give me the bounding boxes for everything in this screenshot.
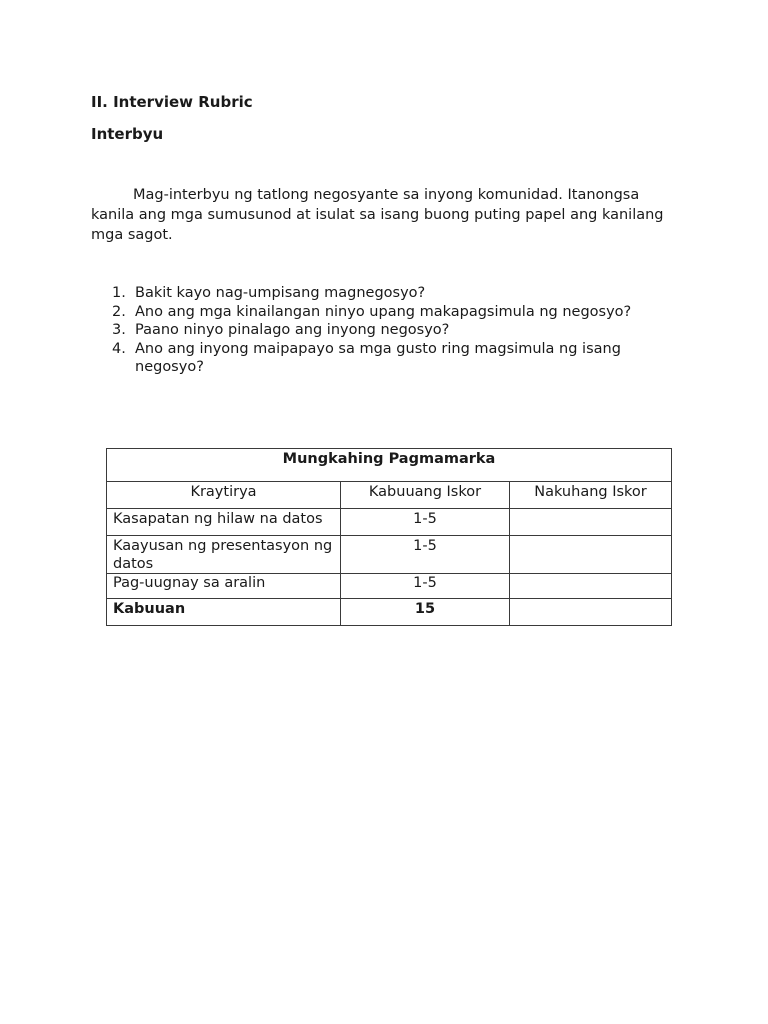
section-heading: II. Interview Rubric — [91, 93, 253, 111]
question-number: 1. — [112, 285, 126, 301]
column-header-max-score: Kabuuang Iskor — [341, 482, 510, 509]
table-row — [107, 536, 672, 574]
criterion-cell: Kasapatan ng hilaw na datos — [107, 509, 341, 536]
question-text: Bakit kayo nag-umpisang magnegosyo? — [135, 285, 426, 301]
column-header-earned-score: Nakuhang Iskor — [510, 482, 672, 509]
question-number: 2. — [112, 303, 126, 320]
section-subheading: Interbyu — [91, 125, 164, 143]
question-list — [112, 284, 672, 377]
max-score-cell: 1-5 — [341, 536, 510, 574]
question-text: Ano ang inyong maipapayo sa mga gusto ring magsimula ng isang negosyo? — [135, 340, 621, 375]
question-text: Ano ang mga kinailangan ninyo upang makapagsimula ng negosyo? — [135, 303, 632, 320]
table-row — [107, 509, 672, 536]
question-item — [112, 321, 672, 340]
question-item — [112, 284, 672, 303]
criterion-cell: Pag-uugnay sa aralin — [107, 574, 341, 599]
earned-score-cell — [510, 536, 672, 574]
total-earned-score-cell — [510, 599, 672, 626]
rubric-title: Mungkahing Pagmamarka — [107, 449, 672, 482]
table-row — [107, 574, 672, 599]
question-item — [112, 303, 672, 322]
max-score-cell: 1-5 — [341, 574, 510, 599]
question-number: 4. — [112, 340, 126, 357]
total-label-cell: Kabuuan — [107, 599, 341, 626]
column-header-criteria: Kraytirya — [107, 482, 341, 509]
criterion-cell: Kaayusan ng presentasyon ng datos — [107, 536, 341, 574]
total-max-score-cell: 15 — [341, 599, 510, 626]
total-row — [107, 599, 672, 626]
question-item — [112, 340, 672, 377]
question-number: 3. — [112, 322, 126, 338]
rubric-table — [106, 448, 672, 626]
earned-score-cell — [510, 509, 672, 536]
max-score-cell: 1-5 — [341, 509, 510, 536]
question-text: Paano ninyo pinalago ang inyong negosyo? — [135, 322, 450, 338]
intro-paragraph: Mag-interbyu ng tatlong negosyante sa inyong komunidad. Itanongsa kanila ang mga sumusunod at isulat sa isang buong puting papel ang kanilang mga sagot. — [91, 187, 664, 243]
earned-score-cell — [510, 574, 672, 599]
